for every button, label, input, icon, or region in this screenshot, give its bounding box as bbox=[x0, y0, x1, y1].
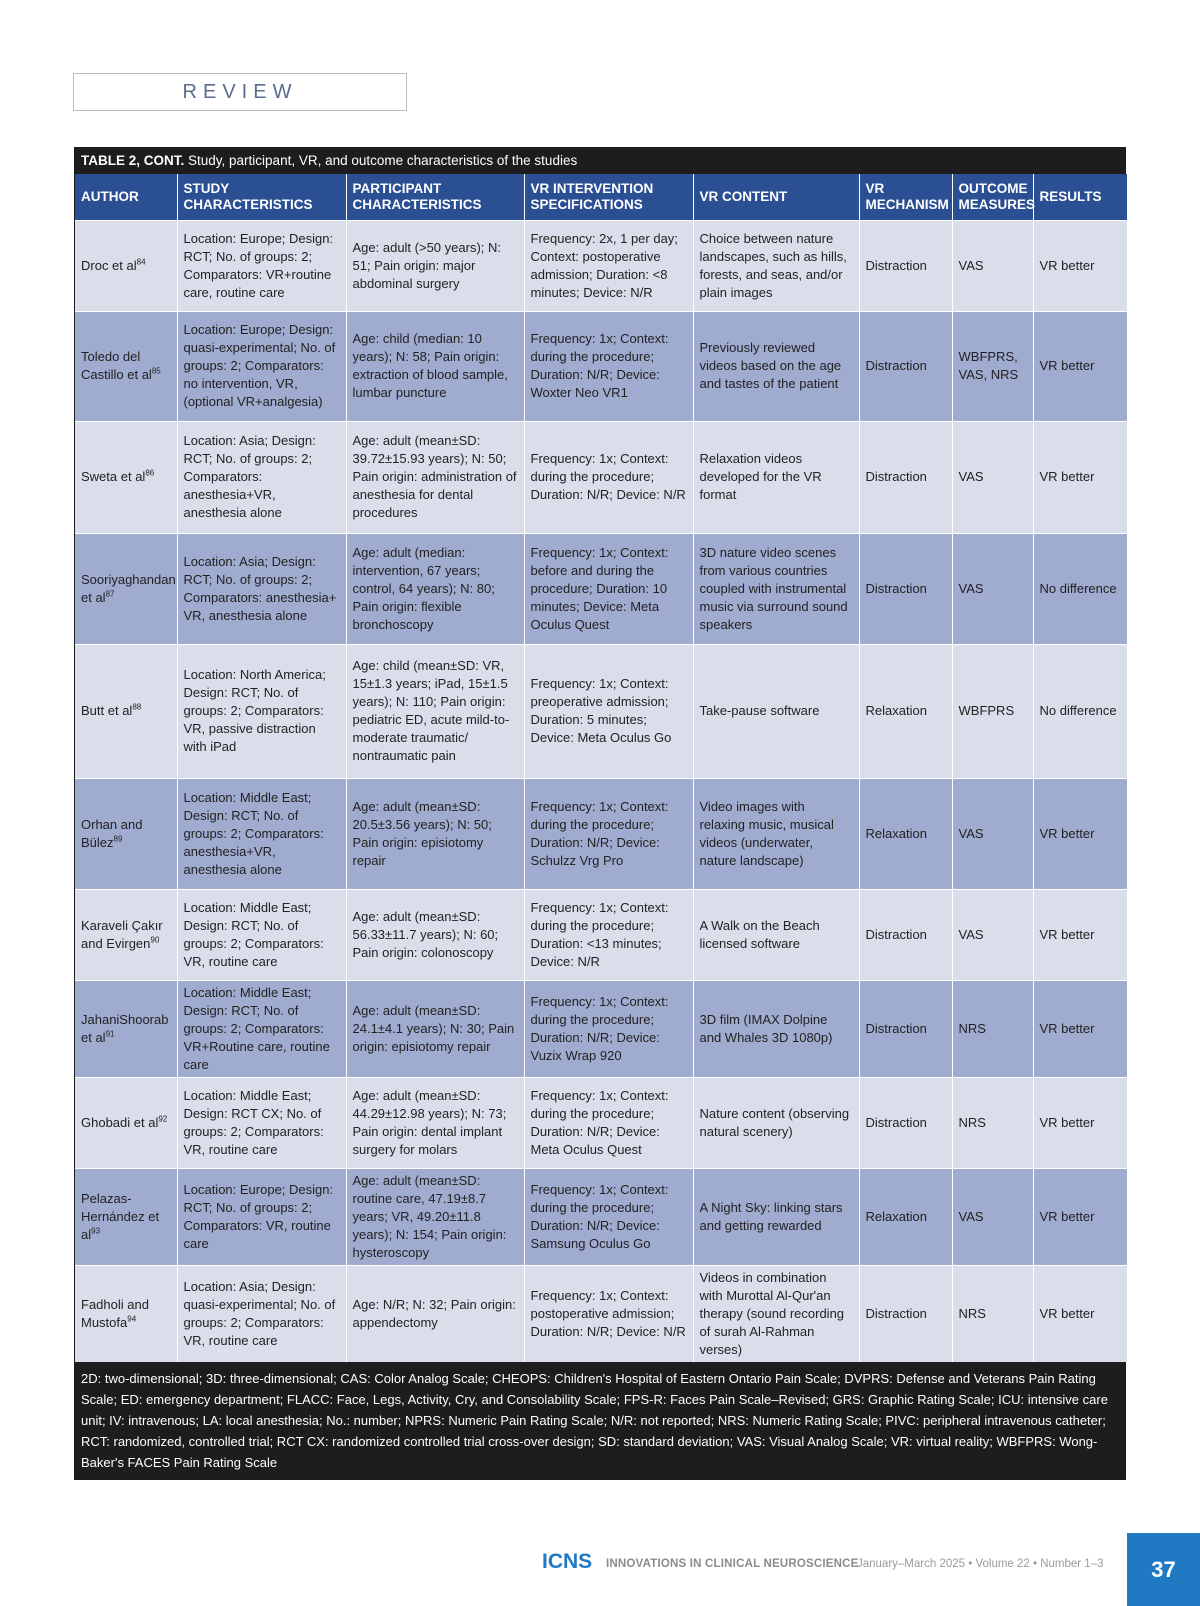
result-cell: VR better bbox=[1033, 1265, 1127, 1362]
column-header: RESULTS bbox=[1033, 174, 1127, 220]
table-row bbox=[75, 889, 1127, 980]
table-row bbox=[75, 421, 1127, 533]
column-header: OUTCOME MEASURES bbox=[952, 174, 1033, 220]
study-cell: Location: North America; Design: RCT; No. of groups: 2; Comparators: VR, passive distraction with iPad bbox=[177, 644, 346, 778]
mechanism-cell: Relaxation bbox=[859, 778, 952, 889]
participant-cell: Age: child (median: 10 years); N: 58; Pain origin: extraction of blood sample, lumbar puncture bbox=[346, 311, 524, 421]
reference-number: 92 bbox=[158, 1114, 168, 1124]
outcome-cell: VAS bbox=[952, 220, 1033, 311]
table-title-number: TABLE 2, CONT. bbox=[81, 153, 185, 168]
result-cell: VR better bbox=[1033, 778, 1127, 889]
table-row bbox=[75, 311, 1127, 421]
table-container bbox=[74, 147, 1126, 1480]
table-title bbox=[75, 148, 1125, 174]
content-cell: 3D nature video scenes from various countries coupled with instrumental music via surround sound speakers bbox=[693, 533, 859, 644]
page-number: 37 bbox=[1151, 1556, 1176, 1582]
outcome-cell: VAS bbox=[952, 889, 1033, 980]
intervention-cell: Frequency: 1x; Context: during the procedure; Duration: N/R; Device: Vuzix Wrap 920 bbox=[524, 980, 693, 1077]
mechanism-cell: Distraction bbox=[859, 220, 952, 311]
table-title-text: Study, participant, VR, and outcome characteristics of the studies bbox=[184, 153, 578, 168]
reference-number: 94 bbox=[127, 1314, 137, 1324]
table-row bbox=[75, 220, 1127, 311]
table-header-row bbox=[75, 174, 1127, 220]
content-cell: Previously reviewed videos based on the age and tastes of the patient bbox=[693, 311, 859, 421]
content-cell: 3D film (IMAX Dolpine and Whales 3D 1080p) bbox=[693, 980, 859, 1077]
result-cell: VR better bbox=[1033, 311, 1127, 421]
participant-cell: Age: adult (mean±SD: routine care, 47.19±8.7 years; VR, 49.20±11.8 years); N: 154; Pain origin: hysteroscopy bbox=[346, 1168, 524, 1265]
mechanism-cell: Relaxation bbox=[859, 1168, 952, 1265]
issue-info: January–March 2025 • Volume 22 • Number 1–3 bbox=[857, 1558, 1104, 1570]
content-cell: Relaxation videos developed for the VR format bbox=[693, 421, 859, 533]
intervention-cell: Frequency: 1x; Context: during the procedure; Duration: N/R; Device: Woxter Neo VR1 bbox=[524, 311, 693, 421]
outcome-cell: VAS bbox=[952, 778, 1033, 889]
author-name: JahaniShoorab et al bbox=[81, 1011, 169, 1045]
participant-cell: Age: adult (mean±SD: 56.33±11.7 years); N: 60; Pain origin: colonoscopy bbox=[346, 889, 524, 980]
participant-cell: Age: adult (median: intervention, 67 years; control, 64 years); N: 80; Pain origin: flexible bronchoscopy bbox=[346, 533, 524, 644]
table-footnote: 2D: two-dimensional; 3D: three-dimensional; CAS: Color Analog Scale; CHEOPS: Children's Hospital of Eastern Ontario Pain Scale; DVPRS: Defense and Veterans Pain Rating Scale; ED: emergency department; FLACC: Face, Legs, Activity, Cry, and Consolability Scale; FPS-R: Faces Pain Scale–Revised; GRS: Graphic Rating Scale; ICU: intensive care unit; IV: intravenous; LA: local anesthesia; No.: number; NPRS: Numeric Pain Rating Scale; N/R: not reported; NRS: Numeric Rating Scale; PIVC: peripheral intravenous catheter; RCT: randomized, controlled trial; RCT CX: randomized controlled trial cross-over design; SD: standard deviation; VAS: Visual Analog Scale; VR: virtual reality; WBFPRS: Wong-Baker's FACES Pain Rating Scale bbox=[75, 1362, 1125, 1479]
studies-table bbox=[75, 174, 1127, 1362]
column-header: AUTHOR bbox=[75, 174, 177, 220]
participant-cell: Age: adult (mean±SD: 20.5±3.56 years); N: 50; Pain origin: episiotomy repair bbox=[346, 778, 524, 889]
result-cell: VR better bbox=[1033, 1168, 1127, 1265]
reference-number: 91 bbox=[105, 1029, 115, 1039]
study-cell: Location: Europe; Design: RCT; No. of groups: 2; Comparators: VR+routine care, routine care bbox=[177, 220, 346, 311]
author-cell bbox=[75, 778, 177, 889]
study-cell: Location: Middle East; Design: RCT CX; No. of groups: 2; Comparators: VR, routine care bbox=[177, 1077, 346, 1168]
column-header: STUDY CHARACTERISTICS bbox=[177, 174, 346, 220]
intervention-cell: Frequency: 1x; Context: postoperative admission; Duration: N/R; Device: N/R bbox=[524, 1265, 693, 1362]
author-cell bbox=[75, 1168, 177, 1265]
column-header: VR CONTENT bbox=[693, 174, 859, 220]
study-cell: Location: Asia; Design: quasi-experimental; No. of groups: 2; Comparators: VR, routine care bbox=[177, 1265, 346, 1362]
outcome-cell: VAS bbox=[952, 1168, 1033, 1265]
participant-cell: Age: adult (mean±SD: 39.72±15.93 years); N: 50; Pain origin: administration of anesthesia for dental procedures bbox=[346, 421, 524, 533]
author-cell bbox=[75, 889, 177, 980]
reference-number: 87 bbox=[105, 589, 115, 599]
author-name: Orhan and Bülez bbox=[81, 816, 143, 850]
mechanism-cell: Relaxation bbox=[859, 644, 952, 778]
intervention-cell: Frequency: 1x; Context: during the procedure; Duration: N/R; Device: Meta Oculus Quest bbox=[524, 1077, 693, 1168]
participant-cell: Age: N/R; N: 32; Pain origin: appendectomy bbox=[346, 1265, 524, 1362]
outcome-cell: NRS bbox=[952, 980, 1033, 1077]
column-header: VR INTERVENTION SPECIFICATIONS bbox=[524, 174, 693, 220]
intervention-cell: Frequency: 1x; Context: during the procedure; Duration: <13 minutes; Device: N/R bbox=[524, 889, 693, 980]
table-row bbox=[75, 1168, 1127, 1265]
study-cell: Location: Europe; Design: RCT; No. of groups: 2; Comparators: VR, routine care bbox=[177, 1168, 346, 1265]
result-cell: VR better bbox=[1033, 1077, 1127, 1168]
mechanism-cell: Distraction bbox=[859, 980, 952, 1077]
mechanism-cell: Distraction bbox=[859, 1077, 952, 1168]
result-cell: VR better bbox=[1033, 889, 1127, 980]
journal-name: INNOVATIONS IN CLINICAL NEUROSCIENCE bbox=[606, 1558, 859, 1570]
author-name: Ghobadi et al bbox=[81, 1114, 159, 1130]
mechanism-cell: Distraction bbox=[859, 421, 952, 533]
mechanism-cell: Distraction bbox=[859, 1265, 952, 1362]
intervention-cell: Frequency: 2x, 1 per day; Context: postoperative admission; Duration: <8 minutes; Device: N/R bbox=[524, 220, 693, 311]
author-name: Pelazas-Hernández et al bbox=[81, 1190, 160, 1242]
outcome-cell: NRS bbox=[952, 1077, 1033, 1168]
participant-cell: Age: adult (mean±SD: 24.1±4.1 years); N: 30; Pain origin: episiotomy repair bbox=[346, 980, 524, 1077]
reference-number: 90 bbox=[150, 935, 160, 945]
result-cell: VR better bbox=[1033, 421, 1127, 533]
mechanism-cell: Distraction bbox=[859, 311, 952, 421]
content-cell: Videos in combination with Murottal Al-Qur'an therapy (sound recording of surah Al-Rahman verses) bbox=[693, 1265, 859, 1362]
author-cell bbox=[75, 533, 177, 644]
outcome-cell: VAS bbox=[952, 533, 1033, 644]
author-name: Fadholi and Mustofa bbox=[81, 1296, 149, 1330]
study-cell: Location: Middle East; Design: RCT; No. of groups: 2; Comparators: VR, routine care bbox=[177, 889, 346, 980]
content-cell: A Night Sky: linking stars and getting rewarded bbox=[693, 1168, 859, 1265]
table-row bbox=[75, 644, 1127, 778]
author-name: Droc et al bbox=[81, 257, 137, 273]
author-name: Butt et al bbox=[81, 703, 133, 718]
reference-number: 84 bbox=[136, 257, 146, 267]
outcome-cell: NRS bbox=[952, 1265, 1033, 1362]
intervention-cell: Frequency: 1x; Context: during the procedure; Duration: N/R; Device: Samsung Oculus Go bbox=[524, 1168, 693, 1265]
author-name: Toledo del Castillo et al bbox=[81, 349, 152, 382]
participant-cell: Age: adult (mean±SD: 44.29±12.98 years); N: 73; Pain origin: dental implant surgery for molars bbox=[346, 1077, 524, 1168]
table-row bbox=[75, 1265, 1127, 1362]
participant-cell: Age: adult (>50 years); N: 51; Pain origin: major abdominal surgery bbox=[346, 220, 524, 311]
intervention-cell: Frequency: 1x; Context: during the procedure; Duration: N/R; Device: N/R bbox=[524, 421, 693, 533]
author-cell bbox=[75, 220, 177, 311]
author-cell bbox=[75, 1077, 177, 1168]
outcome-cell: VAS bbox=[952, 421, 1033, 533]
table-row bbox=[75, 980, 1127, 1077]
intervention-cell: Frequency: 1x; Context: during the procedure; Duration: N/R; Device: Schulzz Vrg Pro bbox=[524, 778, 693, 889]
author-cell bbox=[75, 1265, 177, 1362]
outcome-cell: WBFPRS, VAS, NRS bbox=[952, 311, 1033, 421]
author-name: Sweta et al bbox=[81, 469, 146, 484]
reference-number: 86 bbox=[145, 468, 155, 478]
author-cell bbox=[75, 421, 177, 533]
study-cell: Location: Asia; Design: RCT; No. of groups: 2; Comparators: anesthesia+VR, anesthesia alone bbox=[177, 421, 346, 533]
content-cell: Take-pause software bbox=[693, 644, 859, 778]
result-cell: VR better bbox=[1033, 980, 1127, 1077]
author-cell bbox=[75, 980, 177, 1077]
reference-number: 93 bbox=[91, 1226, 101, 1236]
table-row bbox=[75, 533, 1127, 644]
study-cell: Location: Europe; Design: quasi-experimental; No. of groups: 2; Comparators: no intervention, VR, (optional VR+analgesia) bbox=[177, 311, 346, 421]
section-label-box bbox=[73, 73, 407, 111]
reference-number: 89 bbox=[113, 834, 123, 844]
table-row bbox=[75, 778, 1127, 889]
reference-number: 88 bbox=[132, 702, 142, 712]
intervention-cell: Frequency: 1x; Context: before and during the procedure; Duration: 10 minutes; Device: Meta Oculus Quest bbox=[524, 533, 693, 644]
author-cell bbox=[75, 644, 177, 778]
author-name: Karaveli Çakır and Evirgen bbox=[81, 917, 163, 951]
table-body bbox=[75, 220, 1127, 1362]
mechanism-cell: Distraction bbox=[859, 533, 952, 644]
page-number-box bbox=[1127, 1533, 1200, 1606]
content-cell: Choice between nature landscapes, such as hills, forests, and seas, and/or plain images bbox=[693, 220, 859, 311]
intervention-cell: Frequency: 1x; Context: preoperative admission; Duration: 5 minutes; Device: Meta Oculus Go bbox=[524, 644, 693, 778]
participant-cell: Age: child (mean±SD: VR, 15±1.3 years; iPad, 15±1.5 years); N: 110; Pain origin: pediatric ED, acute mild-to-moderate traumatic/ nontraumatic pain bbox=[346, 644, 524, 778]
column-header: PARTICIPANT CHARACTERISTICS bbox=[346, 174, 524, 220]
result-cell: VR better bbox=[1033, 220, 1127, 311]
author-cell bbox=[75, 311, 177, 421]
study-cell: Location: Asia; Design: RCT; No. of groups: 2; Comparators: anesthesia+ VR, anesthesia alone bbox=[177, 533, 346, 644]
content-cell: A Walk on the Beach licensed software bbox=[693, 889, 859, 980]
study-cell: Location: Middle East; Design: RCT; No. of groups: 2; Comparators: VR+Routine care, routine care bbox=[177, 980, 346, 1077]
result-cell: No difference bbox=[1033, 533, 1127, 644]
table-row bbox=[75, 1077, 1127, 1168]
reference-number: 85 bbox=[151, 366, 161, 376]
study-cell: Location: Middle East; Design: RCT; No. of groups: 2; Comparators: anesthesia+VR, anesthesia alone bbox=[177, 778, 346, 889]
result-cell: No difference bbox=[1033, 644, 1127, 778]
author-name: Sooriyaghandan et al bbox=[81, 571, 176, 605]
column-header: VR MECHANISM bbox=[859, 174, 952, 220]
outcome-cell: WBFPRS bbox=[952, 644, 1033, 778]
content-cell: Video images with relaxing music, musical videos (underwater, nature landscape) bbox=[693, 778, 859, 889]
mechanism-cell: Distraction bbox=[859, 889, 952, 980]
content-cell: Nature content (observing natural scenery) bbox=[693, 1077, 859, 1168]
section-label: REVIEW bbox=[182, 80, 298, 103]
journal-abbreviation: ICNS bbox=[542, 1550, 593, 1573]
